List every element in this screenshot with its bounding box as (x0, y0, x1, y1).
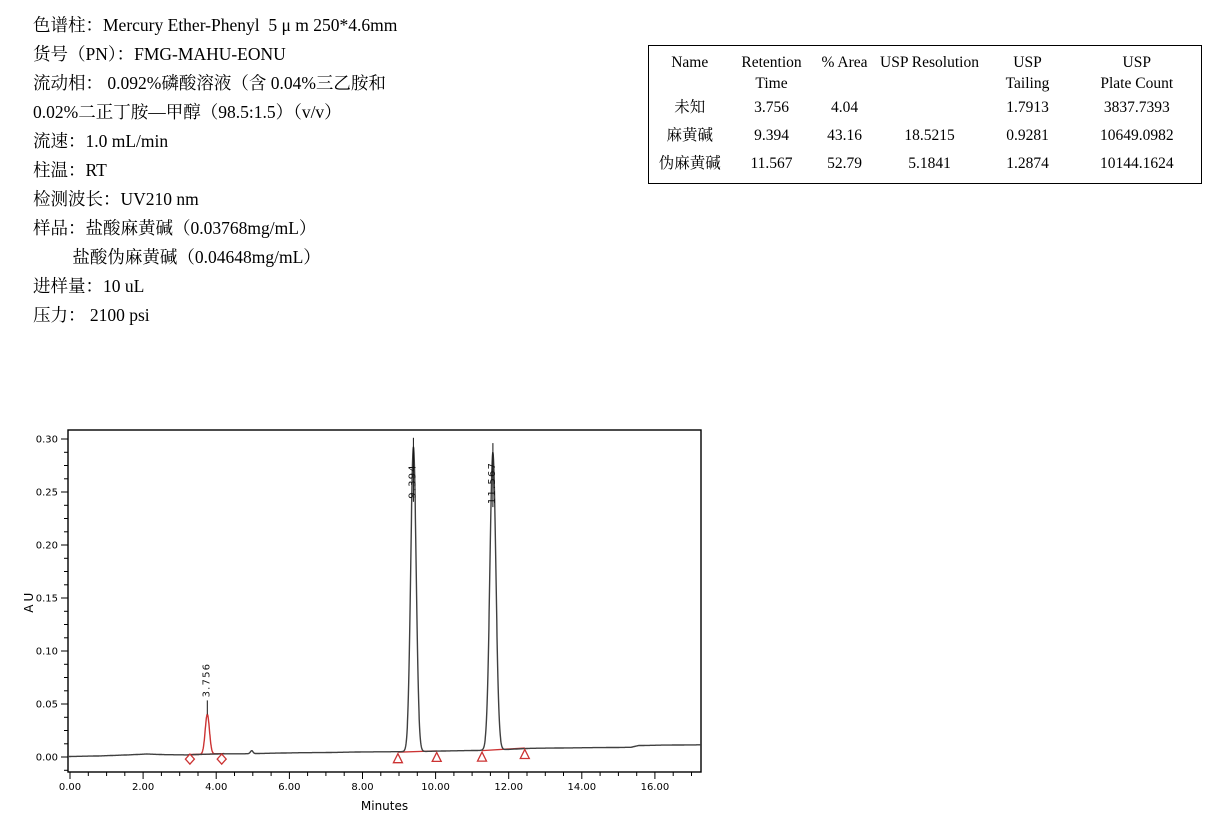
cell: 10144.1624 (1099, 155, 1174, 172)
info-line-mobile-phase-2: 0.02%二正丁胺—甲醇（98.5:1.5）（v/v） (33, 102, 342, 122)
col-header: Name (671, 54, 709, 71)
cell: 3837.7393 (1103, 99, 1170, 116)
results-table-header (649, 46, 1202, 95)
unknown-peak-trace (189, 714, 225, 754)
x-tick-label: 6.00 (278, 782, 301, 793)
x-tick-label: 14.00 (567, 782, 597, 793)
col-header: USP (1122, 54, 1151, 71)
col-header (813, 73, 877, 94)
triangle-marker (520, 750, 529, 759)
col-header (877, 73, 983, 94)
y-tick-label: 0.25 (35, 487, 58, 499)
axis-ticks (61, 439, 692, 779)
cell: 10649.0982 (1099, 127, 1174, 144)
info-line-pressure: 压力： 2100 psi (33, 305, 150, 325)
y-tick-label: 0.20 (35, 540, 58, 552)
cell: 43.16 (827, 127, 862, 144)
col-header: Tailing (1005, 75, 1050, 92)
peak-labels (201, 438, 498, 715)
diamond-marker (217, 754, 226, 764)
col-header: USP (1013, 54, 1042, 71)
info-line-column-temp: 柱温：RT (33, 160, 107, 180)
info-line-injection-volume: 进样量：10 uL (33, 276, 145, 296)
chromatogram-trace (68, 447, 701, 757)
col-header: Plate Count (1100, 75, 1174, 92)
cell: 52.79 (827, 155, 862, 172)
info-line-mobile-phase: 流动相： 0.092%磷酸溶液（含 0.04%三乙胺和 (33, 73, 386, 93)
x-axis-title: Minutes (360, 799, 409, 813)
cell: 11.567 (750, 155, 793, 172)
axis-tick-labels (36, 435, 669, 794)
x-tick-label: 8.00 (351, 782, 374, 793)
info-line-sample-1: 样品：盐酸麻黄碱（0.03768mg/mL） (33, 218, 317, 238)
cell: 4.04 (830, 99, 859, 116)
y-tick-label: 0.00 (35, 752, 58, 764)
triangle-marker (478, 752, 487, 761)
col-header: % Area (821, 54, 868, 71)
x-tick-label: 4.00 (205, 782, 228, 793)
info-line-wavelength: 检测波长：UV210 nm (33, 189, 199, 209)
info-line-sample-2: 盐酸伪麻黄碱（0.04648mg/mL） (33, 247, 321, 267)
x-tick-label: 16.00 (640, 782, 670, 793)
cell: 9.394 (754, 127, 789, 144)
y-axis-title: AU (22, 589, 36, 613)
peak-rt-label: 3.756 (201, 662, 213, 698)
chromatogram-chart (20, 415, 725, 829)
col-header: USP Resolution (880, 54, 979, 71)
cell: 1.2874 (1006, 155, 1049, 172)
cell: 0.9281 (1006, 127, 1049, 144)
cell: 伪麻黄碱 (658, 155, 721, 172)
method-info (33, 11, 397, 330)
cell (877, 94, 983, 122)
info-line-column: 色谱柱：Mercury Ether-Phenyl 5 μ m 250*4.6mm (33, 15, 398, 35)
cell: 1.7913 (1006, 99, 1049, 116)
plot-frame (68, 430, 701, 772)
table-row (649, 150, 1202, 184)
cell: 未知 (674, 99, 706, 116)
triangle-marker (393, 754, 402, 763)
x-tick-label: 2.00 (131, 782, 155, 793)
cell: 3.756 (754, 99, 789, 116)
x-tick-label: 10.00 (421, 782, 450, 793)
chromatogram-svg (20, 415, 725, 829)
cell: 麻黄碱 (666, 127, 713, 144)
cell: 5.1841 (908, 155, 951, 172)
table-row (649, 122, 1202, 150)
col-header (649, 73, 731, 94)
col-header: Time (755, 75, 788, 92)
x-tick-label: 0.00 (58, 782, 82, 793)
info-line-part-number: 货号（PN）：FMG-MAHU-EONU (33, 44, 286, 64)
triangle-marker (432, 752, 441, 761)
results-table-body (649, 94, 1202, 184)
y-tick-label: 0.05 (35, 699, 58, 711)
peak-rt-label: 11.567 (486, 461, 498, 505)
results-table (648, 45, 1202, 184)
col-header: Retention (741, 54, 802, 71)
y-tick-label: 0.30 (35, 434, 58, 446)
x-tick-label: 12.00 (494, 782, 524, 793)
table-row (649, 94, 1202, 122)
header-row-1 (649, 46, 1202, 74)
header-row-2 (649, 73, 1202, 94)
peak-rt-label: 9.394 (407, 464, 419, 499)
cell: 18.5215 (904, 127, 955, 144)
y-tick-label: 0.10 (35, 646, 58, 658)
y-tick-label: 0.15 (35, 593, 58, 605)
info-line-flow-rate: 流速：1.0 mL/min (33, 131, 169, 151)
